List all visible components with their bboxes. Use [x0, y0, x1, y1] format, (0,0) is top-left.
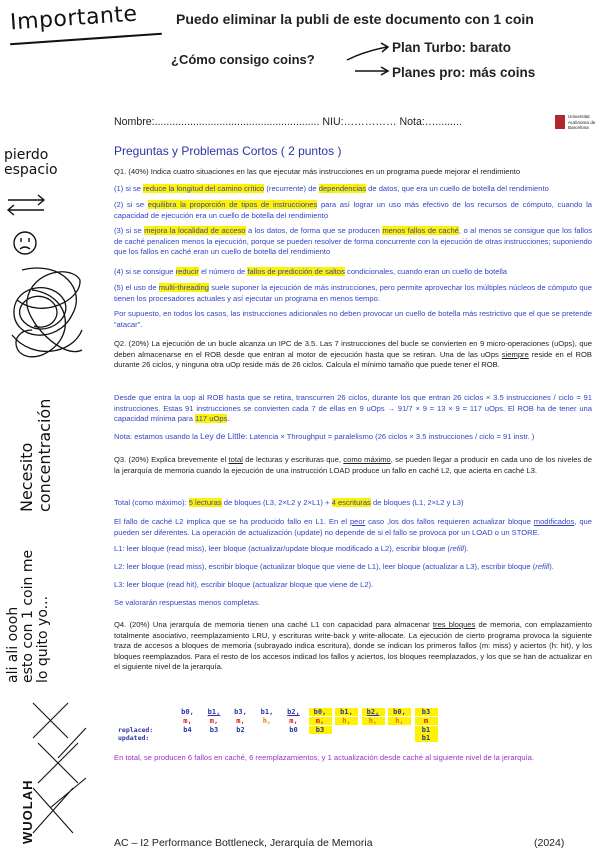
q3-l3: L3: leer bloque (read hit), escribir bloque (actualizar bloque que viene de L2).: [114, 580, 374, 589]
trace-results-cell: m,: [183, 717, 192, 725]
q1-answer-3: (3) si se mejora la localidad de acceso a los datos, de forma que se producen menos fallos de caché, o al menos se consigue que los fallos de caché penalicen menos la ejecución, porque se pueden resolver de forma concurrente con la ejecución de otras instrucciones; suponiendo que los fallos en caché eran un cuello de botella del rendimiento: [114, 226, 593, 257]
sidebar-ad: [0, 100, 100, 848]
q4-answer: En total, se producen 6 fallos en caché, 6 reemplazamientos, y 1 actualización desde caché al siguiente nivel de la jerarquía.: [114, 753, 535, 762]
sad-face-icon: [12, 230, 38, 256]
trace-results-cell: h,: [388, 717, 411, 725]
trace-blocks-cell: b0,: [181, 708, 194, 716]
section-title: Preguntas y Problemas Cortos ( 2 puntos ): [114, 144, 342, 158]
trace-replaced-cell: b1: [415, 726, 438, 734]
trace-replaced-cell: b3: [209, 726, 219, 734]
trace-replaced-cell: b4: [183, 726, 192, 734]
trace-replaced-cell: b3: [309, 726, 332, 734]
updated-label: updated:: [118, 734, 150, 742]
uab-logo-icon: [555, 115, 565, 129]
trace-updated-cell: b1: [415, 734, 438, 742]
q3-l2: L2: leer bloque (read miss), escribir bloque (actualizar bloque que viene de L1), leer bloque (actualizar a L3), escribir bloque (refill).: [114, 562, 554, 571]
trace-blocks-cell: b0,: [388, 708, 411, 716]
q3-note: Se valorarán respuestas menos completas.: [114, 598, 261, 607]
uab-logo-text: Universitat Autònoma de Barcelona: [568, 114, 596, 130]
trace-replaced-cell: b2: [236, 726, 245, 734]
trace-blocks-cell: b0,: [309, 708, 332, 716]
trace-blocks-cell: b3,: [234, 708, 247, 716]
q2-note: Nota: estamos usando la Ley de Little: Latencia × Throughput = paralelismo (26 ciclos × 3.5 instrucciones / ciclo = 91 instr. ): [114, 431, 535, 441]
ad-question: ¿Cómo consigo coins?: [171, 52, 315, 67]
trace-results-cell: h,: [362, 717, 385, 725]
q1-answer-2: (2) si se equilibra la proporción de tipos de instrucciones para así lograr un uso más efectivo de los recursos de cómputo, cuando la capacidad de ejecución era un cuello de botella del rendimiento: [114, 200, 592, 220]
trace-results-cell: m,: [289, 717, 298, 725]
trace-results-cell: m,: [309, 717, 332, 725]
ad-banner[interactable]: [0, 0, 603, 100]
trace-results-cell: m: [415, 717, 438, 725]
double-arrow-icon: [4, 194, 48, 216]
footer-title: AC – I2 Performance Bottleneck, Jerarquía de Memoria: [114, 837, 373, 849]
trace-replaced-cell: b0: [289, 726, 298, 734]
trace-blocks-cell: b2,: [362, 708, 385, 716]
ad-title: Puedo eliminar la publi de este documento con 1 coin: [176, 11, 534, 27]
note-pierdo-espacio: pierdo espacio: [4, 147, 58, 178]
trace-results-cell: h,: [335, 717, 358, 725]
footer-year: (2024): [534, 837, 565, 849]
importante-underline: [10, 33, 162, 46]
q1-question: Q1. (40%) Indica cuatro situaciones en las que ejecutar más instrucciones en un programa puede mejorar el rendimiento: [114, 167, 521, 176]
q1-answer-4: (4) si se consigue reducir el número de fallos de predicción de saltos condicionales, cuando eran un cuello de botella: [114, 267, 508, 276]
trace-blocks-cell: b2,: [287, 708, 300, 716]
arrow-icon: [345, 38, 393, 78]
note-ali-ali: ali ali oooh esto con 1 coin me lo quito yo...: [5, 549, 51, 683]
q3-total: Total (como máximo): 5 lecturas de bloques (L3, 2×L2 y 2×L1) + 4 escrituras de bloques (L1, 2×L2 y L3): [114, 498, 464, 507]
q3-question: Q3. (20%) Explica brevemente el total de lecturas y escrituras que, como máximo, se pueden llegar a producir en cada uno de los niveles de la jerarquía de memoria cuando la ejecución de una instrucción LOAD produce un fallo en caché L2, que acierta en caché L3.: [114, 455, 593, 475]
q1-answer-1: (1) si se reduce la longitud del camino crítico (recurrente) de dependencias de datos, que era un cuello de botella del rendimiento: [114, 184, 549, 193]
q2-question: Q2. (20%) La ejecución de un bucle alcanza un IPC de 3.5. Las 7 instrucciones del bucle se convierten en 9 micro-operaciones (uOps), que deben almacenarse en el ROB desde que entran al motor de ejecución hasta que se retiran. Una de las uOps siempre reside en el ROB durante 26 ciclos, y ninguna otra uOp reside más de 26 ciclos. Calcula el mínimo tamaño que puede tener el ROB.: [114, 339, 592, 370]
q3-l1: L1: leer bloque (read miss), leer bloque (actualizar/update bloque modificado a L2), escribir bloque (refill).: [114, 544, 469, 553]
crosses-icon: [28, 698, 90, 838]
ad-option-pro[interactable]: Planes pro: más coins: [392, 65, 536, 80]
trace-results-cell: m,: [209, 717, 219, 725]
trace-blocks-cell: b3: [415, 708, 438, 716]
q1-note: Por supuesto, en todos los casos, las instrucciones adicionales no deben provocar un cuello de botella más restrictivo que el que se pretende “atacar”.: [114, 309, 592, 329]
ad-option-turbo[interactable]: Plan Turbo: barato: [392, 40, 512, 55]
trace-blocks-cell: b1,: [207, 708, 221, 716]
q4-question: Q4. (20%) Una jerarquía de memoria tienen una caché L1 con capacidad para almacenar tres bloques de memoria, con emplazamiento totalmente asociativo, reemplazamiento LRU, y escrituras write-back y write-allocate. La ejecución de cierto programa provoca la siguiente traza de accesos a bloques de memoria (subrayado indica escritura), donde se indican los primeros fallos (m: miss) y aciertos (h: hit), y los bloques reemplazados. Para el resto de los accesos indicad los fallos y aciertos, los bloques reemplazados, y los que se han de actualizar en el siguiente nivel de la jerarquía.: [114, 620, 592, 672]
trace-blocks-cell: b1,: [335, 708, 358, 716]
trace-results-cell: m,: [236, 717, 245, 725]
wuolah-logo[interactable]: WUOLAH: [20, 779, 35, 844]
q2-answer: Desde que entra la uop al ROB hasta que se retira, transcurren 26 ciclos, durante los que entran 26 ciclos × 3.5 instrucciones / ciclo = 91 instrucciones. Estas 91 instrucciones se convierten cada 7 de ellas en 9 uOps → 91/7 × 9 = 13 × 9 = 117 uOps. El ROB ha de tener una capacidad mínima para 117 uOps.: [114, 393, 592, 424]
note-necesito: Necesito concentración: [17, 398, 54, 512]
trace-results-cell: h,: [262, 717, 272, 725]
header-fields: Nombre:........................................................ NIU:…………… Nota:….........: [114, 116, 462, 128]
trace-blocks-cell: b1,: [260, 708, 274, 716]
importante-label: Importante: [9, 1, 139, 36]
scribble-icon: [2, 260, 90, 375]
q1-answer-5: (5) el uso de multi-threading suele suponer la ejecución de más instrucciones, pero permite aprovechar los múltiples núcleos de cómputo que tienen los procesadores actuales y así ejecutar un programa en menos tiempo.: [114, 283, 592, 303]
q3-explanation: El fallo de caché L2 implica que se ha producido fallo en L1. En el peor caso ,los dos fallos requieren actualizar bloque modificados, que pueden ser diferentes. La operación de actualización (update) no depende de si el fallo se provoca por un LOAD o un STORE.: [114, 517, 592, 537]
replaced-label: replaced:: [118, 726, 154, 734]
